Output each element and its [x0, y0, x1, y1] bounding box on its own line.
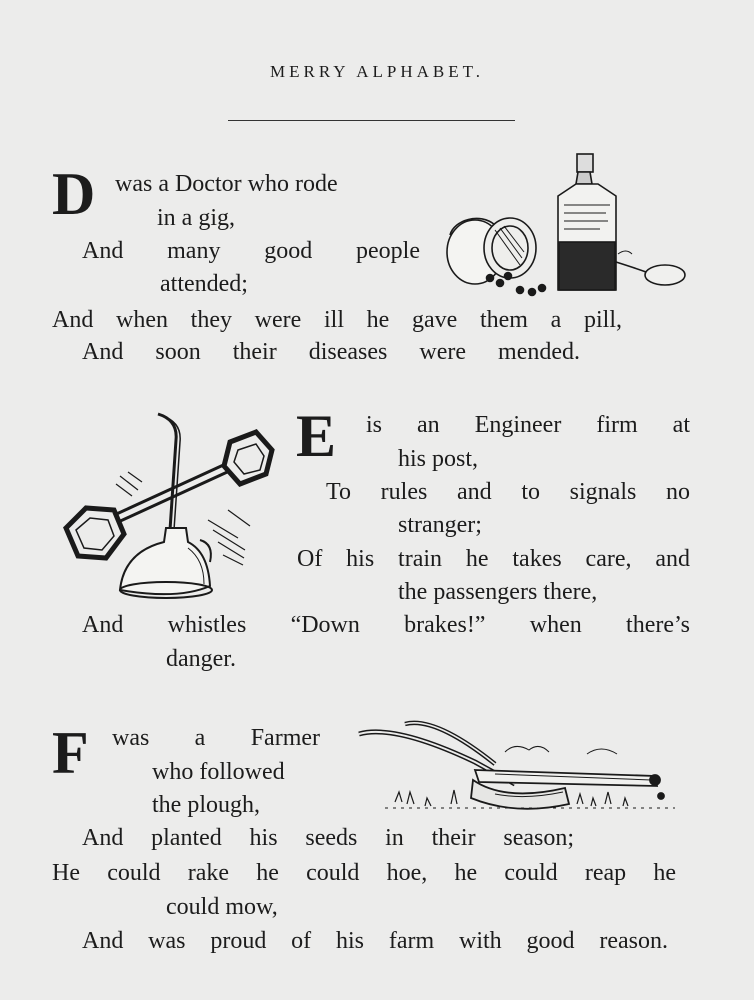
stanza-d-line-6: And soon their diseases were mended. [82, 339, 580, 365]
stanza-e-line-5: Of his train he takes care, and [297, 546, 690, 572]
stanza-f-line-2: who followed [152, 759, 285, 785]
oilcan-wrench-icon [58, 410, 283, 605]
stanza-e-line-2: his post, [398, 446, 479, 472]
stanza-e-line-3: To rules and to signals no [326, 479, 690, 505]
plough-icon [355, 712, 680, 817]
drop-cap-f: F [52, 720, 89, 786]
stanza-f-line-4: And planted his seeds in their season; [82, 825, 574, 851]
stanza-f-line-6: could mow, [166, 894, 278, 920]
stanza-d-line-3: And many good people [82, 238, 420, 264]
stanza-d-line-2: in a gig, [157, 205, 235, 231]
stanza-e-line-7: And whistles “Down brakes!” when there’s [82, 612, 690, 638]
stanza-d-line-1: was a Doctor who rode [115, 171, 338, 197]
title-rule [228, 120, 515, 121]
stanza-d-line-5: And when they were ill he gave them a pill, [52, 307, 622, 333]
drop-cap-d: D [52, 161, 96, 227]
drop-cap-e: E [296, 403, 337, 469]
medicine-bottle-pills-icon [440, 150, 690, 305]
stanza-d-line-4: attended; [160, 271, 248, 297]
stanza-e-line-1: is an Engineer firm at [366, 412, 690, 438]
page-title: MERRY ALPHABET. [270, 62, 484, 81]
stanza-e-line-6: the passengers there, [398, 579, 598, 605]
stanza-e-line-8: danger. [166, 646, 236, 672]
stanza-f-line-1: was a Farmer [112, 725, 320, 751]
stanza-f-line-7: And was proud of his farm with good reason. [82, 928, 668, 954]
stanza-f-line-5: He could rake he could hoe, he could reap he [52, 860, 676, 886]
stanza-e-line-4: stranger; [398, 512, 482, 538]
stanza-f-line-3: the plough, [152, 792, 260, 818]
